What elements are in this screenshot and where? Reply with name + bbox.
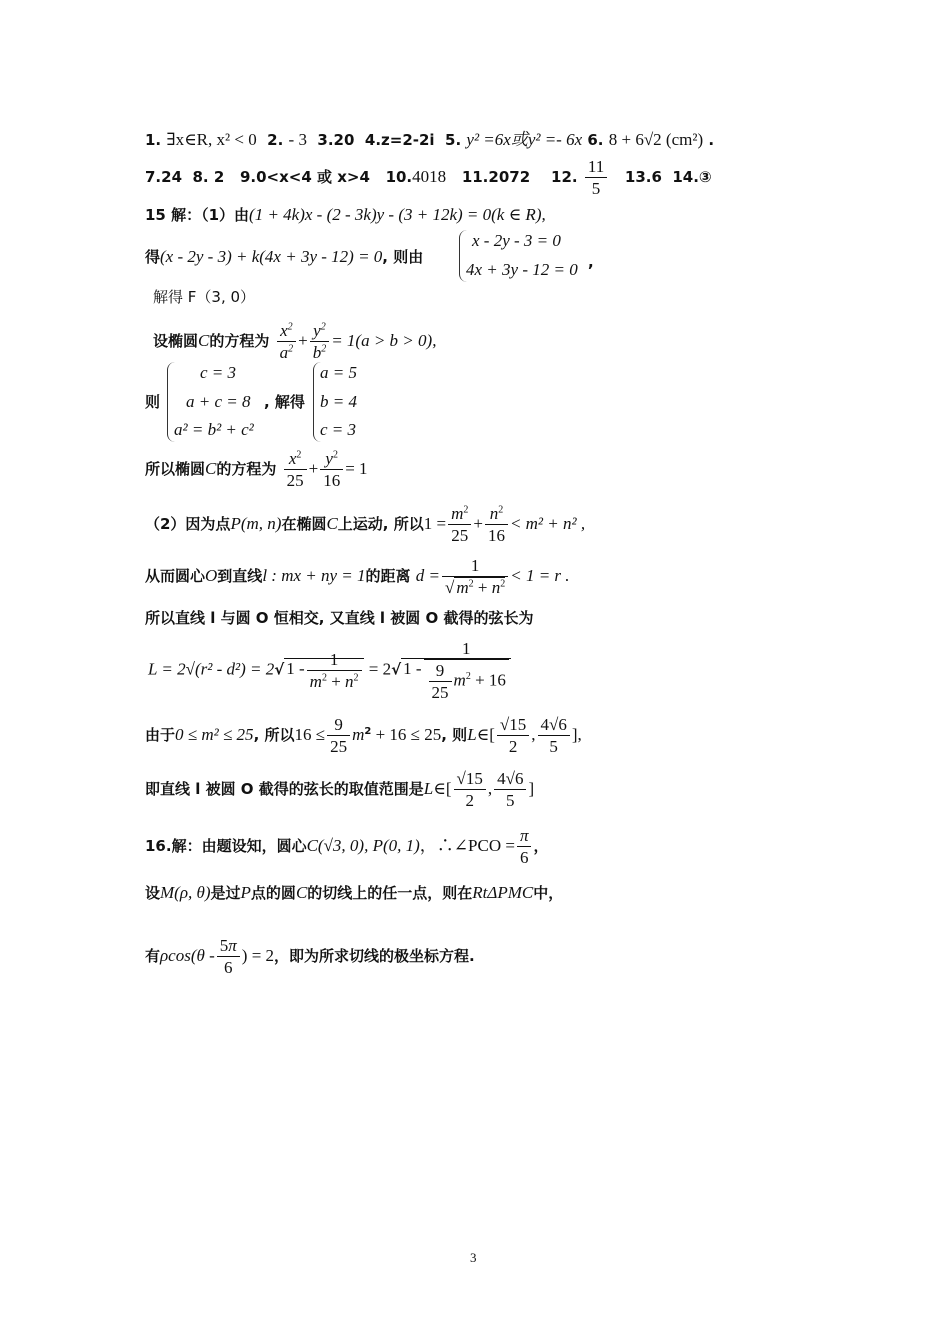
- q15-chord-expr-a: L = 2√(r² - d²) = 2: [148, 659, 275, 679]
- q15-l6-mid: 的方程为: [216, 460, 277, 478]
- system-3-eq-a: a = 5: [320, 363, 357, 382]
- frac-y2-b2: $\frac{y^2}{b^2}$: [310, 322, 330, 361]
- frac-n2-16: $\frac{n^2}{16}$: [485, 505, 508, 544]
- q15-l7-C: C: [326, 514, 338, 533]
- q15-line-equation: (1 + 4k)x - (2 - 3k)y - (3 + 12k) = 0(k ∈ R),: [249, 205, 546, 224]
- q16-l2-end: 中，: [533, 884, 564, 902]
- answer-11: 11.2072: [461, 168, 531, 186]
- q15-l7-pre: （2）因为点: [145, 515, 231, 533]
- q16-angle: ，∴∠PCO =: [419, 836, 515, 855]
- q15-l6-pre: 所以椭圆: [145, 460, 206, 478]
- frac-m2-25: $\frac{m^2}{25}$: [448, 505, 471, 544]
- q15-l4-tail: = 1(a > b > 0),: [331, 331, 437, 350]
- answer-13: 13.6: [624, 168, 662, 186]
- q16-points: C(√3, 0), P(0, 1): [306, 836, 420, 855]
- q15-l11-mid: , 所以: [253, 726, 295, 744]
- answer-line-2: [145, 158, 712, 197]
- q15-m-range: 0 ≤ m² ≤ 25: [175, 725, 254, 744]
- q15-l8-mid2: 的距离: [365, 567, 411, 585]
- q16-l2-pre: 设: [145, 884, 161, 902]
- q15-l7-mid: 在椭圆: [281, 515, 327, 533]
- system-2-eq-b: a + c = 8: [186, 392, 251, 411]
- q16-l2-mid: 是过: [210, 884, 241, 902]
- frac-distance: $\frac{1}{√ m^2 + n^2}$: [442, 557, 508, 596]
- answer-10-val: 4018: [412, 167, 447, 186]
- answer-10-num: 10.: [385, 168, 413, 186]
- q15-line-2: [145, 248, 423, 265]
- q16-l2-mid3: 的切线上的任一点，则在: [307, 884, 473, 902]
- answer-7: 7.24: [145, 168, 183, 186]
- answer-9: 9.0<x<4 或 x>4: [239, 168, 370, 186]
- q16-polar-b: ) = 2: [241, 946, 275, 965]
- q16-l3-end: ，即为所求切线的极坐标方程.: [274, 947, 475, 965]
- frac-x2-25: $\frac{x^2}{25}$: [284, 450, 307, 489]
- q15-l11-pre: 由于: [145, 726, 176, 744]
- q15-center-O: O: [205, 566, 218, 585]
- system-1-eq-a: x - 2y - 3 = 0: [472, 231, 561, 250]
- answer-14: 14.③: [672, 168, 712, 186]
- answer-2-num: 2.: [267, 131, 284, 149]
- answer-2-val: - 3: [288, 130, 307, 149]
- q15-part2-line-1: （2）因为点P(m, n)在椭圆C上运动, 所以1 = $\frac{m^2}{25}$ + $\frac{n^2}{16}$ < m² + n² ,: [145, 504, 586, 545]
- q16-polar-a: ρcos(θ -: [160, 946, 215, 965]
- q16-label: 16.解：由题设知，圆心: [145, 837, 307, 855]
- q15-l4-mid: 的方程为: [209, 332, 270, 350]
- q15-solve-label: , 解得: [264, 393, 305, 411]
- answer-1-expr: ∃x∈R, x² < 0: [166, 130, 257, 149]
- answer-12-numerator: 11: [585, 158, 607, 178]
- answer-12-denominator: 5: [591, 179, 601, 198]
- system-2-eq-c: a² = b² + c²: [174, 420, 254, 439]
- system-1-eq-b: 4x + 3y - 12 = 0: [466, 260, 578, 279]
- q16-circle-C: C: [295, 883, 308, 902]
- q15-solve-F: 解得 F（3, 0）: [153, 288, 256, 306]
- q15-line-ellipse-def: 设椭圆C的方程为 $\frac{x^2}{a^2}$ + $\frac{y^2}{b^2}$ = 1(a > b > 0),: [153, 321, 437, 362]
- answer-5-expr: y² =6x或y² =- 6x: [466, 130, 583, 149]
- frac-x2-a2: $\frac{x^2}{a^2}$: [277, 322, 297, 361]
- q15-l8-mid: 到直线: [217, 567, 263, 585]
- q15-conclusion: 即直线 l 被圆 O 截得的弦长的取值范围是L∈[ $\frac{√15}{2}$ , $\frac{4√6}{5}$ ]: [145, 769, 535, 810]
- q16-line-3: 有ρcos(θ - $\frac{5\pi}{6}$ ) = 2，即为所求切线的极坐标方程.: [145, 936, 475, 977]
- q15-intersect-text: 所以直线 l 与圆 O 恒相交, 又直线 l 被圆 O 截得的弦长为: [145, 609, 534, 627]
- q15-ellipse-result: 所以椭圆C的方程为 $\frac{x^2}{25}$ + $\frac{y^2}{16}$ = 1: [145, 449, 368, 490]
- system-3-eq-c: c = 3: [320, 420, 357, 439]
- q15-l6-C: C: [205, 459, 217, 478]
- answer-6-expr: 8 + 6√2 (cm²): [608, 130, 704, 149]
- q15-line-1: [145, 206, 546, 223]
- q15-line-l: l : mx + ny = 1: [262, 566, 366, 585]
- answer-3: 3.20: [317, 131, 355, 149]
- answer-4: 4.z=2-2i: [364, 131, 435, 149]
- q15-part2-line-2: 从而圆心O到直线l : mx + ny = 1的距离 d = $\frac{1}{√ m^2 + n^2}$ < 1 = r .: [145, 556, 570, 597]
- q16-line-2: [145, 884, 563, 901]
- q15-l2-pre: 得: [145, 248, 161, 266]
- answer-line-1: [145, 131, 714, 148]
- q15-l6-tail: = 1: [345, 459, 368, 478]
- q16-line-1: 16.解：由题设知，圆心C(√3, 0), P(0, 1)，∴∠PCO = $\frac{\pi}{6}$ ，: [145, 826, 549, 867]
- answer-6-num: 6.: [587, 131, 604, 149]
- page-number: 3: [470, 1250, 477, 1265]
- q16-l2-mid2: 点的圆: [250, 884, 296, 902]
- q15-label: 15 解：（1）由: [145, 206, 250, 224]
- q15-range-line: 由于0 ≤ m² ≤ 25, 所以16 ≤ $\frac{9}{25}$ $m^2 + 16 \le 25$, 则L∈[ $\frac{√15}{2}$ , $\frac{4√6}{5}$ ],: [145, 715, 582, 756]
- q16-l3-pre: 有: [145, 947, 161, 965]
- frac-y2-16: $\frac{y^2}{16}$: [320, 450, 343, 489]
- q15-range2: ≤ 25: [410, 725, 442, 744]
- answer-1-num: 1.: [145, 131, 162, 149]
- answer-12-fraction: [585, 158, 607, 197]
- answer-8: 8. 2: [192, 168, 225, 186]
- q16-triangle: RtΔPMC: [472, 883, 534, 902]
- q16-point-M: M(ρ, θ): [160, 883, 211, 902]
- answer-12-num: 12.: [551, 168, 578, 186]
- q15-l2-mid: , 则由: [382, 248, 424, 266]
- q16-l1-end: ，: [533, 837, 549, 855]
- q15-l11-mid2: , 则: [441, 726, 468, 744]
- comma-1: ,: [588, 253, 594, 271]
- q15-l8-tail: < 1 = r .: [510, 566, 570, 585]
- system-2-eq-a: c = 3: [200, 363, 237, 382]
- q15-conclusion-text: 即直线 l 被圆 O 截得的弦长的取值范围是: [145, 780, 424, 798]
- q15-l2-expr: (x - 2y - 3) + k(4x + 3y - 12) = 0: [160, 247, 383, 266]
- q15-then: 则: [145, 393, 161, 411]
- q15-point-P: P(m, n): [230, 514, 282, 533]
- q15-l7-tail: < m² + n² ,: [509, 514, 586, 533]
- answer-6-end: .: [708, 131, 715, 149]
- answer-5-num: 5.: [445, 131, 462, 149]
- system-3-eq-b: b = 4: [320, 392, 357, 411]
- q15-l4-C: C: [198, 331, 210, 350]
- q16-point-P: P: [240, 883, 251, 902]
- q15-l8-pre: 从而圆心: [145, 567, 206, 585]
- q15-l4-pre: 设椭圆: [153, 332, 199, 350]
- q15-chord-length: L = 2√(r² - d²) = 2√ 1 - $\frac{1}{m^2 + n^2}$ = 2√ 1 - 1 $\frac{9}{25}$ $m^2 + 16$: [148, 640, 511, 701]
- q15-chord-expr-b: = 2: [368, 659, 392, 679]
- q15-l7-mid2: 上运动, 所以: [337, 515, 424, 533]
